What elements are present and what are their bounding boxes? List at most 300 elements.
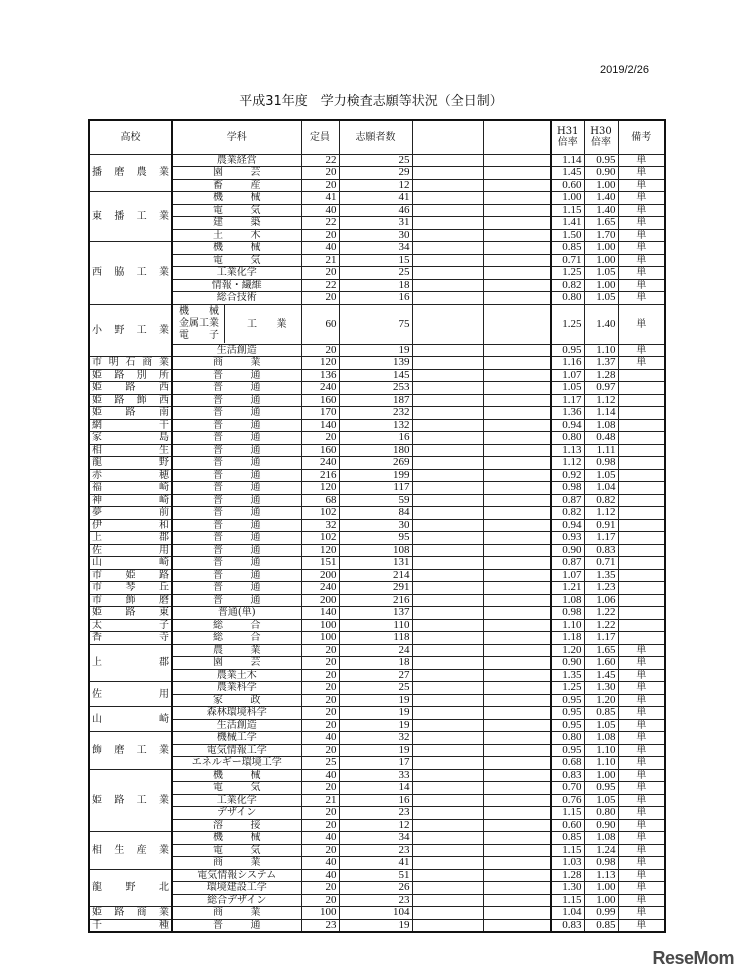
capacity: 20 <box>301 657 339 670</box>
capacity: 22 <box>301 154 339 167</box>
capacity: 240 <box>301 382 339 395</box>
note: 単 <box>618 292 665 305</box>
dept-name: 農業土木 <box>172 669 301 682</box>
capacity: 40 <box>301 869 339 882</box>
h31-ratio: 0.87 <box>551 557 584 570</box>
h30-ratio: 0.90 <box>584 819 618 832</box>
blank-cell-1 <box>412 469 483 482</box>
note: 単 <box>618 682 665 695</box>
h31-ratio: 1.35 <box>551 669 584 682</box>
table-row <box>89 657 665 670</box>
dept-name: 電気 <box>172 782 301 795</box>
capacity: 20 <box>301 167 339 180</box>
h31-ratio: 0.82 <box>551 279 584 292</box>
blank-cell-2 <box>483 557 551 570</box>
applicants: 30 <box>339 229 412 242</box>
table-row <box>89 632 665 645</box>
h31-ratio: 1.16 <box>551 357 584 370</box>
note <box>618 507 665 520</box>
blank-cell-2 <box>483 304 551 344</box>
header-note: 備考 <box>618 120 665 154</box>
h30-ratio: 1.05 <box>584 794 618 807</box>
table-row <box>89 719 665 732</box>
h30-ratio: 0.80 <box>584 807 618 820</box>
capacity: 40 <box>301 857 339 870</box>
table-row <box>89 557 665 570</box>
applicants: 19 <box>339 344 412 357</box>
school-name: 姫路飾西 <box>89 394 172 407</box>
blank-cell-1 <box>412 519 483 532</box>
blank-cell-2 <box>483 694 551 707</box>
table-row <box>89 179 665 192</box>
h31-ratio: 1.15 <box>551 807 584 820</box>
capacity: 21 <box>301 254 339 267</box>
dept-name: 電気 <box>172 844 301 857</box>
capacity: 20 <box>301 267 339 280</box>
table-row <box>89 694 665 707</box>
school-name: 市姫路 <box>89 569 172 582</box>
blank-cell-1 <box>412 732 483 745</box>
h30-ratio: 1.00 <box>584 179 618 192</box>
capacity: 68 <box>301 494 339 507</box>
note <box>618 482 665 495</box>
dept-name: 機械 <box>172 192 301 205</box>
blank-cell-2 <box>483 719 551 732</box>
note <box>618 457 665 470</box>
dept-name: 普通 <box>172 457 301 470</box>
table-row <box>89 292 665 305</box>
dept-name: 普通 <box>172 594 301 607</box>
blank-cell-1 <box>412 907 483 920</box>
note: 単 <box>618 242 665 255</box>
applicants: 23 <box>339 844 412 857</box>
capacity: 21 <box>301 794 339 807</box>
blank-cell-2 <box>483 619 551 632</box>
applicants: 18 <box>339 657 412 670</box>
blank-cell-1 <box>412 229 483 242</box>
dept-name: 溶接 <box>172 819 301 832</box>
blank-cell-1 <box>412 569 483 582</box>
blank-cell-2 <box>483 444 551 457</box>
applicants: 19 <box>339 707 412 720</box>
dept-name: 商業 <box>172 907 301 920</box>
note <box>618 394 665 407</box>
blank-cell-1 <box>412 444 483 457</box>
h30-ratio: 1.10 <box>584 344 618 357</box>
applicants: 41 <box>339 857 412 870</box>
h30-ratio: 1.23 <box>584 582 618 595</box>
school-name: 千種 <box>89 919 172 932</box>
h30-ratio: 1.05 <box>584 292 618 305</box>
note <box>618 607 665 620</box>
capacity: 32 <box>301 519 339 532</box>
capacity: 20 <box>301 229 339 242</box>
header-h31-ratio: H31 倍率 <box>551 120 584 154</box>
h30-ratio: 1.05 <box>584 719 618 732</box>
dept-name: 普通 <box>172 469 301 482</box>
note <box>618 419 665 432</box>
blank-cell-2 <box>483 632 551 645</box>
dept-name: 園芸 <box>172 657 301 670</box>
h30-ratio: 1.65 <box>584 217 618 230</box>
blank-cell-2 <box>483 344 551 357</box>
h31-ratio: 0.60 <box>551 179 584 192</box>
blank-cell-2 <box>483 819 551 832</box>
h30-ratio: 0.91 <box>584 519 618 532</box>
school-name: 山崎 <box>89 707 172 732</box>
school-name: 飾磨工業 <box>89 732 172 770</box>
h31-ratio: 1.17 <box>551 394 584 407</box>
capacity: 20 <box>301 344 339 357</box>
blank-cell-2 <box>483 569 551 582</box>
table-body <box>89 154 665 932</box>
blank-cell-1 <box>412 407 483 420</box>
applicants: 12 <box>339 179 412 192</box>
blank-cell-2 <box>483 507 551 520</box>
note: 単 <box>618 882 665 895</box>
capacity: 20 <box>301 179 339 192</box>
h30-ratio: 1.20 <box>584 694 618 707</box>
h31-ratio: 0.93 <box>551 532 584 545</box>
school-name: 佐用 <box>89 544 172 557</box>
applicants: 27 <box>339 669 412 682</box>
blank-cell-2 <box>483 179 551 192</box>
school-name: 香寺 <box>89 632 172 645</box>
note: 単 <box>618 279 665 292</box>
blank-cell-2 <box>483 582 551 595</box>
blank-cell-1 <box>412 619 483 632</box>
dept-name: 機械 <box>172 832 301 845</box>
capacity: 22 <box>301 279 339 292</box>
h31-ratio: 1.30 <box>551 882 584 895</box>
h30-ratio: 1.05 <box>584 267 618 280</box>
table-row <box>89 419 665 432</box>
capacity: 20 <box>301 894 339 907</box>
blank-cell-1 <box>412 794 483 807</box>
h31-ratio: 0.95 <box>551 707 584 720</box>
blank-cell-1 <box>412 267 483 280</box>
applicants: 104 <box>339 907 412 920</box>
h30-ratio: 1.05 <box>584 469 618 482</box>
note: 単 <box>618 894 665 907</box>
dept-name: 森林環境科学 <box>172 707 301 720</box>
h30-ratio: 1.00 <box>584 769 618 782</box>
table-row <box>89 757 665 770</box>
school-name: 福崎 <box>89 482 172 495</box>
dept-name: 土木 <box>172 229 301 242</box>
blank-cell-2 <box>483 229 551 242</box>
blank-cell-1 <box>412 304 483 344</box>
capacity: 20 <box>301 669 339 682</box>
applicants: 23 <box>339 807 412 820</box>
dept-name: 総合デザイン <box>172 894 301 907</box>
blank-cell-2 <box>483 857 551 870</box>
blank-cell-2 <box>483 394 551 407</box>
blank-cell-1 <box>412 707 483 720</box>
blank-cell-2 <box>483 519 551 532</box>
note <box>618 469 665 482</box>
dept-name: 普通 <box>172 382 301 395</box>
capacity: 120 <box>301 482 339 495</box>
table-row <box>89 807 665 820</box>
capacity: 41 <box>301 192 339 205</box>
table-row <box>89 494 665 507</box>
blank-cell-1 <box>412 782 483 795</box>
applicants: 16 <box>339 292 412 305</box>
h30-ratio: 1.35 <box>584 569 618 582</box>
table-row <box>89 254 665 267</box>
h31-ratio: 0.92 <box>551 469 584 482</box>
h30-ratio: 1.10 <box>584 744 618 757</box>
h30-ratio: 1.14 <box>584 407 618 420</box>
note: 単 <box>618 907 665 920</box>
applicants: 232 <box>339 407 412 420</box>
blank-cell-1 <box>412 167 483 180</box>
h31-ratio: 1.04 <box>551 907 584 920</box>
table-row <box>89 869 665 882</box>
dept-name: 工業化学 <box>172 794 301 807</box>
blank-cell-1 <box>412 544 483 557</box>
applicants: 180 <box>339 444 412 457</box>
h31-ratio: 0.71 <box>551 254 584 267</box>
note: 単 <box>618 267 665 280</box>
note <box>618 544 665 557</box>
capacity: 160 <box>301 394 339 407</box>
blank-cell-1 <box>412 582 483 595</box>
capacity: 40 <box>301 769 339 782</box>
applicants: 291 <box>339 582 412 595</box>
capacity: 20 <box>301 807 339 820</box>
blank-cell-1 <box>412 357 483 370</box>
blank-cell-2 <box>483 894 551 907</box>
blank-cell-2 <box>483 292 551 305</box>
capacity: 22 <box>301 217 339 230</box>
note: 単 <box>618 229 665 242</box>
blank-cell-1 <box>412 744 483 757</box>
h31-ratio: 0.80 <box>551 432 584 445</box>
blank-cell-2 <box>483 382 551 395</box>
applicants: 108 <box>339 544 412 557</box>
capacity: 40 <box>301 832 339 845</box>
capacity: 120 <box>301 544 339 557</box>
dept-name: 普通 <box>172 919 301 932</box>
dept-name: 普通 <box>172 569 301 582</box>
note <box>618 494 665 507</box>
capacity: 40 <box>301 204 339 217</box>
dept-name: 普通 <box>172 407 301 420</box>
capacity: 240 <box>301 457 339 470</box>
dept-name: 電気情報システム <box>172 869 301 882</box>
resemom-watermark-logo: ReseMom <box>652 948 734 968</box>
capacity: 20 <box>301 744 339 757</box>
note <box>618 519 665 532</box>
header-capacity: 定員 <box>301 120 339 154</box>
school-name: 神崎 <box>89 494 172 507</box>
table-row <box>89 154 665 167</box>
blank-cell-2 <box>483 669 551 682</box>
header-applicants: 志願者数 <box>339 120 412 154</box>
table-row <box>89 544 665 557</box>
blank-cell-2 <box>483 419 551 432</box>
dept-name: 商業 <box>172 357 301 370</box>
h30-ratio: 1.08 <box>584 419 618 432</box>
blank-cell-1 <box>412 432 483 445</box>
h30-ratio: 1.13 <box>584 869 618 882</box>
capacity: 140 <box>301 419 339 432</box>
applicants: 75 <box>339 304 412 344</box>
applicants: 16 <box>339 432 412 445</box>
h31-ratio: 1.03 <box>551 857 584 870</box>
dept-name: 農業経営 <box>172 154 301 167</box>
dept-name: 普通 <box>172 544 301 557</box>
note <box>618 569 665 582</box>
blank-cell-2 <box>483 732 551 745</box>
table-row <box>89 532 665 545</box>
school-name: 市明石商業 <box>89 357 172 370</box>
blank-cell-1 <box>412 279 483 292</box>
note: 単 <box>618 769 665 782</box>
h30-ratio: 0.97 <box>584 382 618 395</box>
table-row <box>89 644 665 657</box>
h30-ratio: 1.00 <box>584 882 618 895</box>
school-name: 上郡 <box>89 532 172 545</box>
capacity: 102 <box>301 507 339 520</box>
applicants: 214 <box>339 569 412 582</box>
blank-cell-2 <box>483 242 551 255</box>
h31-ratio: 0.80 <box>551 292 584 305</box>
applicants: 84 <box>339 507 412 520</box>
blank-cell-1 <box>412 507 483 520</box>
table-row <box>89 279 665 292</box>
blank-cell-1 <box>412 894 483 907</box>
applicants: 15 <box>339 254 412 267</box>
applicants: 33 <box>339 769 412 782</box>
h31-ratio: 0.95 <box>551 344 584 357</box>
h30-ratio: 1.12 <box>584 394 618 407</box>
table-row <box>89 794 665 807</box>
header-blank-1 <box>412 120 483 154</box>
blank-cell-1 <box>412 607 483 620</box>
applicants: 32 <box>339 732 412 745</box>
h30-ratio: 0.98 <box>584 457 618 470</box>
blank-cell-1 <box>412 719 483 732</box>
table-row <box>89 217 665 230</box>
table-row <box>89 582 665 595</box>
applicants: 187 <box>339 394 412 407</box>
note: 単 <box>618 304 665 344</box>
note: 単 <box>618 707 665 720</box>
applicants: 14 <box>339 782 412 795</box>
note <box>618 407 665 420</box>
h31-ratio: 1.36 <box>551 407 584 420</box>
table-row <box>89 394 665 407</box>
h31-ratio: 1.50 <box>551 229 584 242</box>
table-row <box>89 192 665 205</box>
blank-cell-1 <box>412 292 483 305</box>
blank-cell-1 <box>412 682 483 695</box>
dept-name: 環境建設工学 <box>172 882 301 895</box>
table-row <box>89 782 665 795</box>
h31-ratio: 1.07 <box>551 569 584 582</box>
note: 単 <box>618 644 665 657</box>
table-row <box>89 907 665 920</box>
blank-cell-2 <box>483 469 551 482</box>
capacity: 200 <box>301 594 339 607</box>
note: 単 <box>618 217 665 230</box>
applicants: 269 <box>339 457 412 470</box>
school-name: 小野工業 <box>89 304 172 357</box>
applicants: 19 <box>339 919 412 932</box>
note: 単 <box>618 344 665 357</box>
h31-ratio: 1.13 <box>551 444 584 457</box>
capacity: 216 <box>301 469 339 482</box>
h30-ratio: 1.17 <box>584 532 618 545</box>
table-row <box>89 619 665 632</box>
dept-name: 農業科学 <box>172 682 301 695</box>
table-row <box>89 569 665 582</box>
dept-name <box>172 304 301 344</box>
header-school: 高校 <box>89 120 172 154</box>
h30-ratio: 0.82 <box>584 494 618 507</box>
h30-ratio: 1.00 <box>584 254 618 267</box>
h31-ratio: 1.00 <box>551 192 584 205</box>
h31-ratio: 1.08 <box>551 594 584 607</box>
capacity: 40 <box>301 242 339 255</box>
school-name: 太子 <box>89 619 172 632</box>
blank-cell-1 <box>412 819 483 832</box>
blank-cell-2 <box>483 532 551 545</box>
capacity: 20 <box>301 694 339 707</box>
blank-cell-2 <box>483 407 551 420</box>
sub-dept-name: 電子 <box>179 330 219 341</box>
applicants: 131 <box>339 557 412 570</box>
school-name: 網干 <box>89 419 172 432</box>
capacity: 60 <box>301 304 339 344</box>
note: 単 <box>618 179 665 192</box>
blank-cell-2 <box>483 154 551 167</box>
note <box>618 382 665 395</box>
applicants: 12 <box>339 819 412 832</box>
blank-cell-2 <box>483 832 551 845</box>
capacity: 240 <box>301 582 339 595</box>
school-name: 姫路南 <box>89 407 172 420</box>
blank-cell-1 <box>412 594 483 607</box>
table-row <box>89 369 665 382</box>
capacity: 25 <box>301 757 339 770</box>
table-row <box>89 507 665 520</box>
note <box>618 619 665 632</box>
capacity: 100 <box>301 632 339 645</box>
applicants: 30 <box>339 519 412 532</box>
capacity: 170 <box>301 407 339 420</box>
h31-ratio: 0.98 <box>551 482 584 495</box>
blank-cell-1 <box>412 769 483 782</box>
table-row <box>89 382 665 395</box>
blank-cell-2 <box>483 794 551 807</box>
blank-cell-2 <box>483 657 551 670</box>
blank-cell-2 <box>483 544 551 557</box>
h31-ratio: 0.83 <box>551 919 584 932</box>
dept-name: 農業 <box>172 644 301 657</box>
h31-ratio: 1.15 <box>551 844 584 857</box>
blank-cell-1 <box>412 632 483 645</box>
sub-dept-name: 機械 <box>179 306 219 317</box>
h30-ratio: 0.95 <box>584 154 618 167</box>
dept-name: デザイン <box>172 807 301 820</box>
note <box>618 432 665 445</box>
h31-ratio: 1.28 <box>551 869 584 882</box>
h31-ratio: 0.87 <box>551 494 584 507</box>
